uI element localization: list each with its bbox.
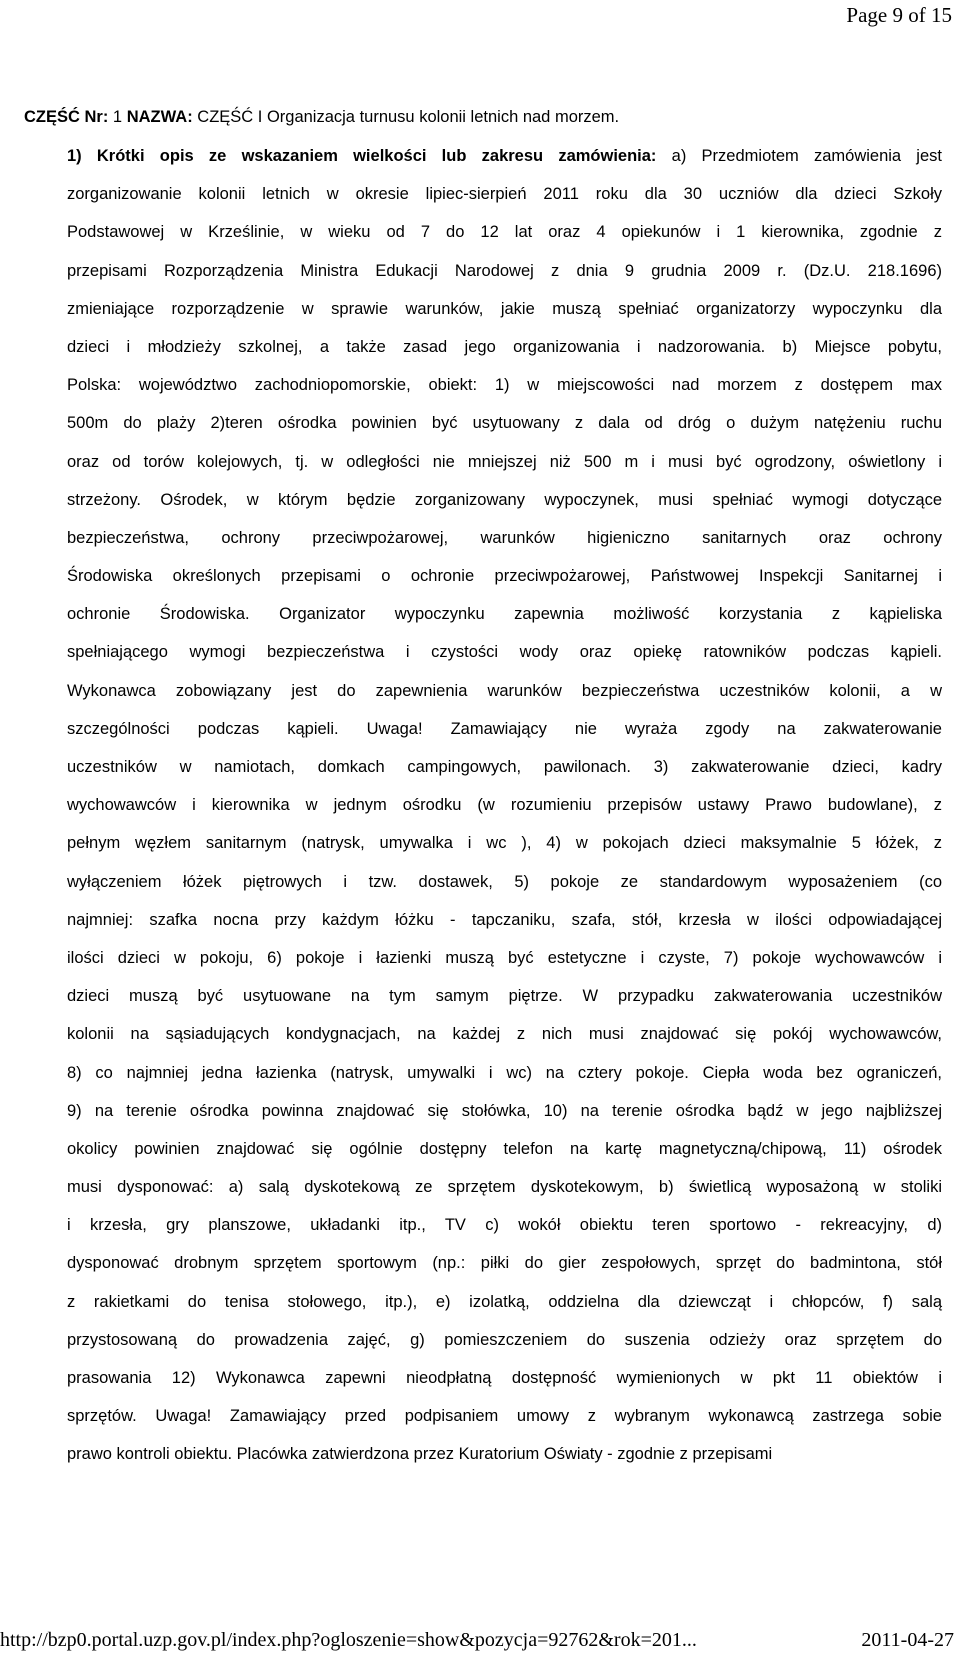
footer-url: http://bzp0.portal.uzp.gov.pl/index.php?ogloszenie=show&pozycja=92762&rok=201... (0, 1629, 697, 1651)
description-first-line (67, 137, 942, 175)
description-line: ilości dzieci w pokoju, 6) pokoje i łazienki muszą być estetyczne i czyste, 7) pokoje wychowawców i (67, 948, 942, 967)
description-lines (67, 175, 942, 1473)
description-line: 9) na terenie ośrodka powinna znajdować się stołówka, 10) na terenie ośrodka bądź w jego najbliższej (67, 1101, 942, 1120)
description-line: wychowawców i kierownika w jednym ośrodku (w rozumieniu przepisów ustawy Prawo budowlane), z (67, 796, 942, 815)
description-line: Podstawowej w Krześlinie, w wieku od 7 do 12 lat oraz 4 opiekunów i 1 kierownika, zgodnie z (67, 223, 942, 242)
description-line: zorganizowanie kolonii letnich w okresie lipiec-sierpień 2011 roku dla 30 uczniów dla dzieci Szkoły (67, 185, 942, 204)
description-line: zmieniające rozporządzenie w sprawie warunków, jakie muszą spełniać organizatorzy wypoczynku dla (67, 299, 942, 318)
description-line: przepisami Rozporządzenia Ministra Edukacji Narodowej z dnia 9 grudnia 2009 r. (Dz.U. 218.1696) (67, 261, 942, 280)
description-line: najmniej: szafka nocna przy każdym łóżku - tapczaniku, szafa, stół, krzesła w ilości odpowiadającej (67, 910, 942, 929)
description-line: dzieci i młodzieży szkolnej, a także zasad jego organizowania i nadzorowania. b) Miejsce pobytu, (67, 337, 942, 356)
part-heading (24, 104, 944, 130)
description-line: oraz od torów kolejowych, tj. w odległości nie mniejszej niż 500 m i musi być ogrodzony, oświetlony i (67, 452, 942, 471)
part-label: CZĘŚĆ Nr: (24, 108, 109, 126)
description-line: Polska: województwo zachodniopomorskie, obiekt: 1) w miejscowości nad morzem z dostępem max (67, 376, 942, 395)
description-line: uczestników w namiotach, domkach campingowych, pawilonach. 3) zakwaterowanie dzieci, kadry (67, 758, 942, 776)
description-line: pełnym węzłem sanitarnym (natrysk, umywalka i wc ), 4) w pokojach dzieci maksymalnie 5 łóżek, z (67, 834, 942, 853)
part-number: 1 (108, 108, 127, 126)
description-line: wyłączeniem łóżek piętrowych i tzw. dostawek, 5) pokoje ze standardowym wyposażeniem (co (67, 872, 942, 891)
description-line: Środowiska określonych przepisami o ochronie przeciwpożarowej, Państwowej Inspekcji Sanitarnej i (67, 567, 942, 586)
description-line: 8) co najmniej jedna łazienka (natrysk, umywalki i wc) na cztery pokoje. Ciepła woda bez ograniczeń, (67, 1063, 942, 1082)
description-line: prasowania 12) Wykonawca zapewni nieodpłatną dostępność wymienionych w pkt 11 obiektów i (67, 1369, 942, 1387)
description-line: dysponować drobnym sprzętem sportowym (np.: piłki do gier zespołowych, sprzęt do badmintona, stół (67, 1254, 942, 1273)
description-line: z rakietkami do tenisa stołowego, itp.), e) izolatką, oddzielna dla dziewcząt i chłopców, f) salą (67, 1292, 942, 1311)
description-body (67, 137, 942, 1474)
part-name: CZĘŚĆ I Organizacja turnusu kolonii letnich nad morzem. (192, 108, 620, 126)
description-line: bezpieczeństwa, ochrony przeciwpożarowej, warunków higieniczno sanitarnych oraz ochrony (67, 528, 942, 547)
description-line: kolonii na sąsiadujących kondygnacjach, na każdej z nich musi znajdować się pokój wychowawców, (67, 1025, 942, 1044)
description-line: musi dysponować: a) salą dyskotekową ze sprzętem dyskotekowym, b) świetlicą wyposażoną w stoliki (67, 1178, 942, 1197)
description-first-line-text: a) Przedmiotem zamówienia jest (656, 147, 942, 165)
description-line: przystosowaną do prowadzenia zajęć, g) pomieszczeniem do suszenia odzieży oraz sprzętem do (67, 1330, 942, 1349)
description-line: dzieci muszą być usytuowane na tym samym piętrze. W przypadku zakwaterowania uczestników (67, 987, 942, 1006)
footer-date: 2011-04-27 (861, 1629, 954, 1651)
description-line: strzeżony. Ośrodek, w którym będzie zorganizowany wypoczynek, musi spełniać wymogi dotyczące (67, 490, 942, 509)
description-line: Wykonawca zobowiązany jest do zapewnienia warunków bezpieczeństwa uczestników kolonii, a w (67, 681, 942, 700)
description-line: okolicy powinien znajdować się ogólnie dostępny telefon na kartę magnetyczną/chipową, 11) ośrodek (67, 1139, 942, 1158)
description-heading: 1) Krótki opis ze wskazaniem wielkości lub zakresu zamówienia: (67, 147, 657, 165)
description-line: prawo kontroli obiektu. Placówka zatwierdzona przez Kuratorium Oświaty - zgodnie z przepisami (67, 1445, 773, 1464)
part-name-label: NAZWA: (126, 108, 193, 126)
description-line: sprzętów. Uwaga! Zamawiający przed podpisaniem umowy z wybranym wykonawcą zastrzega sobie (67, 1407, 942, 1426)
description-line: spełniającego wymogi bezpieczeństwa i czystości wody oraz opiekę ratowników podczas kąpieli. (67, 643, 942, 662)
description-line: szczególności podczas kąpieli. Uwaga! Zamawiający nie wyraża zgody na zakwaterowanie (67, 719, 942, 738)
description-line: ochronie Środowiska. Organizator wypoczynku zapewnia możliwość korzystania z kąpieliska (67, 605, 942, 624)
description-line: i krzesła, gry planszowe, układanki itp., TV c) wokół obiektu teren sportowo - rekreacyjny, d) (67, 1216, 942, 1235)
description-line: 500m do plaży 2)teren ośrodka powinien być usytuowany z dala od dróg o dużym natężeniu ruchu (67, 414, 942, 433)
page-number: Page 9 of 15 (846, 3, 952, 27)
